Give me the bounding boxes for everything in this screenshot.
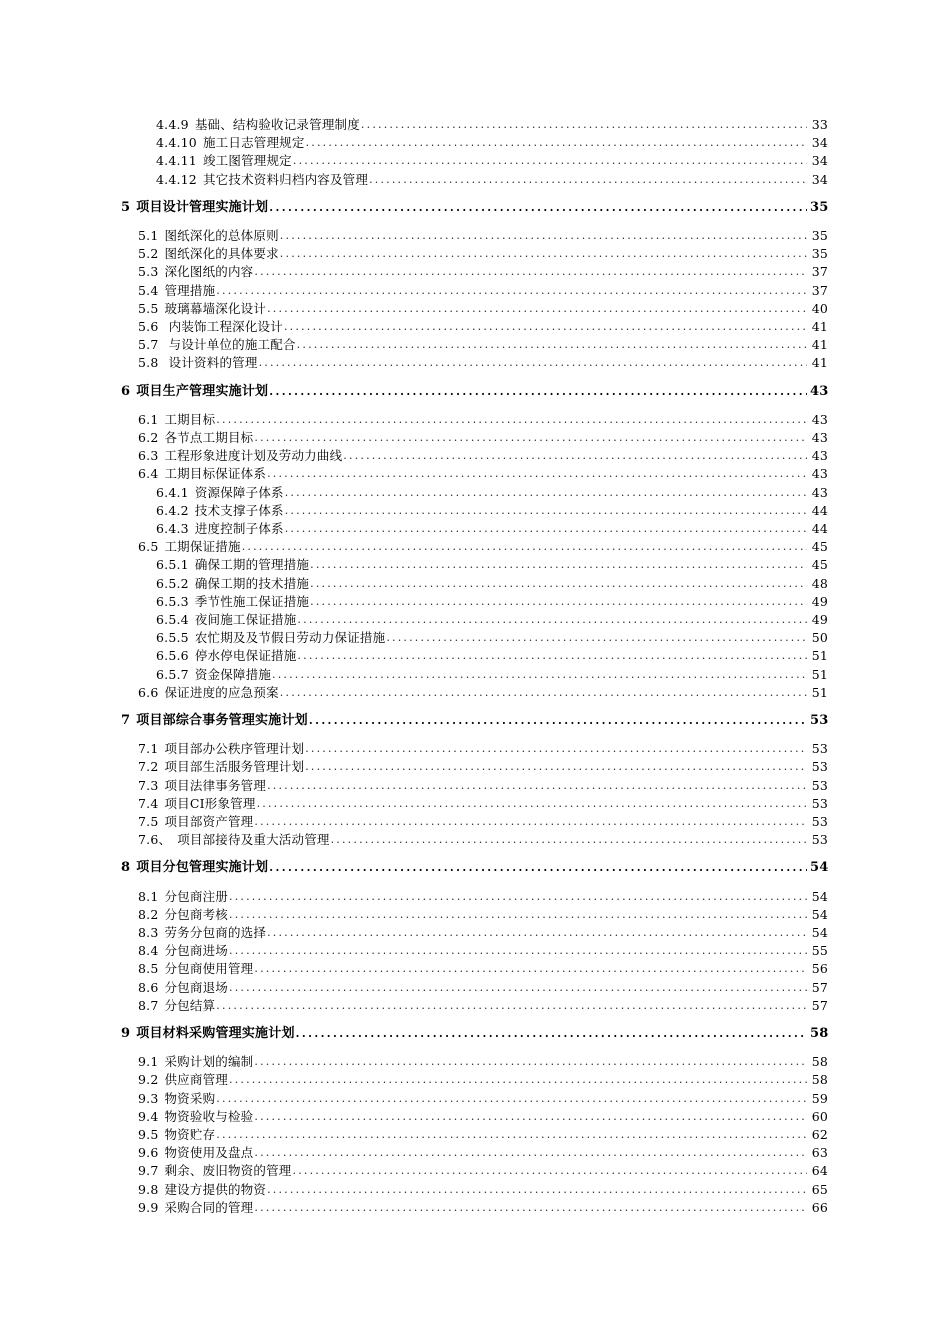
toc-page-number: 51 xyxy=(811,666,828,682)
toc-page-number: 57 xyxy=(811,979,828,995)
toc-entry[interactable] xyxy=(138,1127,828,1143)
toc-entry[interactable] xyxy=(138,412,828,428)
toc-page-number: 43 xyxy=(810,383,829,399)
toc-dot-leader xyxy=(229,943,807,959)
toc-page-number: 58 xyxy=(810,1026,829,1041)
toc-dot-leader xyxy=(297,337,807,353)
toc-page-number: 43 xyxy=(811,466,828,482)
toc-entry[interactable] xyxy=(156,153,828,169)
toc-entry-number: 4.4.9 xyxy=(156,117,189,132)
toc-entry[interactable] xyxy=(138,1054,828,1070)
toc-entry[interactable] xyxy=(138,943,828,959)
toc-page-number: 48 xyxy=(811,575,828,591)
toc-page-number: 45 xyxy=(811,557,828,573)
toc-entry-number: 8.4 xyxy=(138,943,159,959)
toc-entry[interactable] xyxy=(138,337,828,353)
toc-entry[interactable] xyxy=(156,557,828,573)
toc-entry-number: 6.1 xyxy=(138,411,159,427)
toc-page-number: 34 xyxy=(811,135,828,151)
toc-entry-title: 分包商使用管理 xyxy=(164,961,254,977)
toc-entry-title: 竣工图管理规定 xyxy=(202,153,292,169)
toc-entry[interactable] xyxy=(138,889,828,905)
toc-entry[interactable] xyxy=(138,741,828,757)
toc-dot-leader xyxy=(285,521,807,537)
toc-entry-title: 其它技术资料归档内容及管理 xyxy=(202,171,369,187)
toc-entry-title: 技术支撑子体系 xyxy=(194,502,284,518)
toc-page-number: 33 xyxy=(811,117,828,132)
toc-page-number: 43 xyxy=(811,484,828,500)
toc-entry-number: 8.3 xyxy=(138,925,159,940)
toc-entry[interactable] xyxy=(138,283,828,299)
toc-entry[interactable] xyxy=(138,1072,828,1088)
toc-entry-number: 8.6 xyxy=(138,979,159,995)
toc-page-number: 43 xyxy=(811,411,828,427)
toc-entry-number: 6.5 xyxy=(138,539,159,555)
toc-entry-number: 7.4 xyxy=(138,795,159,811)
toc-entry-number: 8 xyxy=(121,860,131,876)
toc-entry-title: 图纸深化的总体原则 xyxy=(164,228,279,243)
toc-entry[interactable] xyxy=(138,1200,828,1216)
toc-dot-leader xyxy=(267,301,807,317)
toc-entry-title: 确保工期的管理措施 xyxy=(194,557,310,573)
toc-entry-title: 工期目标保证体系 xyxy=(164,466,267,482)
toc-dot-leader xyxy=(331,832,807,848)
toc-entry[interactable] xyxy=(138,466,828,482)
toc-entry[interactable] xyxy=(156,521,828,537)
toc-dot-leader xyxy=(229,907,807,923)
toc-dot-leader xyxy=(229,1072,807,1088)
toc-dot-leader xyxy=(285,503,807,519)
toc-entry-title: 物资贮存 xyxy=(164,1127,216,1142)
toc-entry-title: 剩余、废旧物资的管理 xyxy=(164,1163,292,1179)
toc-page-number: 53 xyxy=(811,795,828,811)
toc-entry-title: 项目部接待及重大活动管理 xyxy=(177,832,330,848)
toc-page-number: 55 xyxy=(811,943,828,959)
toc-entry[interactable] xyxy=(156,594,828,610)
toc-chapter-entry[interactable] xyxy=(121,384,828,400)
toc-dot-leader xyxy=(284,319,807,335)
toc-entry-title: 项目CI形象管理 xyxy=(164,795,256,811)
toc-entry-number: 8.2 xyxy=(138,906,159,922)
toc-page-number: 54 xyxy=(810,860,829,876)
toc-entry-title: 管理措施 xyxy=(164,282,216,298)
toc-entry-number: 6.3 xyxy=(138,448,159,464)
toc-dot-leader xyxy=(293,153,807,169)
toc-dot-leader xyxy=(269,860,807,876)
toc-entry-number: 9.4 xyxy=(138,1108,159,1124)
toc-dot-leader xyxy=(272,667,807,683)
toc-entry[interactable] xyxy=(138,961,828,977)
toc-page-number: 40 xyxy=(811,300,828,316)
toc-entry-number: 5.1 xyxy=(138,228,159,243)
toc-entry-number: 6.5.2 xyxy=(156,575,189,591)
toc-dot-leader xyxy=(293,1163,808,1179)
toc-entry[interactable] xyxy=(138,355,828,371)
toc-dot-leader xyxy=(285,485,807,501)
toc-dot-leader xyxy=(310,594,807,610)
toc-entry-title: 工期保证措施 xyxy=(164,539,241,555)
toc-entry[interactable] xyxy=(156,135,828,151)
toc-page-number: 64 xyxy=(811,1163,828,1179)
toc-entry[interactable] xyxy=(138,1182,828,1198)
toc-page-number: 62 xyxy=(811,1127,828,1142)
toc-page-number: 53 xyxy=(811,759,828,775)
toc-entry[interactable] xyxy=(138,1109,828,1125)
toc-entry-title: 工程形象进度计划及劳动力曲线 xyxy=(164,448,343,464)
toc-entry-number: 7.6、 xyxy=(138,832,172,848)
toc-entry-number: 5 xyxy=(121,199,131,215)
toc-page-number: 66 xyxy=(811,1199,828,1215)
toc-entry-title: 分包结算 xyxy=(164,997,216,1013)
toc-entry[interactable] xyxy=(138,778,828,794)
toc-dot-leader xyxy=(254,1109,807,1125)
toc-entry[interactable] xyxy=(138,264,828,280)
toc-entry-number: 5.4 xyxy=(138,282,159,298)
toc-entry[interactable] xyxy=(156,576,828,592)
toc-entry-title: 分包商考核 xyxy=(164,906,228,922)
toc-entry[interactable] xyxy=(156,648,828,664)
toc-dot-leader xyxy=(242,539,807,555)
toc-entry-title: 设计资料的管理 xyxy=(164,355,258,371)
toc-dot-leader xyxy=(254,264,807,280)
toc-entry-title: 项目法律事务管理 xyxy=(164,777,267,793)
toc-dot-leader xyxy=(297,612,807,628)
toc-entry[interactable] xyxy=(156,485,828,501)
toc-page-number: 63 xyxy=(811,1145,828,1161)
toc-page-number: 37 xyxy=(811,282,828,298)
toc-dot-leader xyxy=(257,796,807,812)
toc-entry[interactable] xyxy=(138,759,828,775)
toc-entry-title: 劳务分包商的选择 xyxy=(164,925,267,940)
toc-entry[interactable] xyxy=(156,503,828,519)
toc-page-number: 41 xyxy=(811,319,828,334)
toc-entry-title: 项目部资产管理 xyxy=(164,814,254,829)
toc-page-number: 54 xyxy=(811,925,828,940)
toc-page-number: 53 xyxy=(810,713,829,728)
toc-entry-number: 6.5.5 xyxy=(156,630,189,646)
toc-entry[interactable] xyxy=(138,319,828,335)
toc-page-number: 53 xyxy=(811,777,828,793)
toc-entry-number: 9.5 xyxy=(138,1127,159,1142)
toc-dot-leader xyxy=(229,980,807,996)
toc-dot-leader xyxy=(254,430,807,446)
toc-dot-leader xyxy=(267,778,807,794)
toc-dot-leader xyxy=(369,172,807,188)
toc-dot-leader xyxy=(306,135,807,151)
toc-page-number: 49 xyxy=(811,593,828,609)
toc-page-number: 54 xyxy=(811,906,828,922)
toc-entry-number: 8.7 xyxy=(138,997,159,1013)
toc-entry[interactable] xyxy=(138,925,828,941)
toc-page-number: 43 xyxy=(811,448,828,464)
toc-page-number: 35 xyxy=(810,199,829,215)
toc-entry-title: 进度控制子体系 xyxy=(194,521,284,536)
toc-entry-title: 项目部综合事务管理实施计划 xyxy=(136,713,308,728)
toc-entry-number: 4.4.11 xyxy=(156,153,197,169)
toc-dot-leader xyxy=(343,448,807,464)
toc-entry[interactable] xyxy=(138,832,828,848)
toc-entry[interactable] xyxy=(138,246,828,262)
toc-entry-title: 分包商进场 xyxy=(164,943,228,959)
toc-entry-title: 建设方提供的物资 xyxy=(164,1181,267,1197)
toc-entry-number: 9.6 xyxy=(138,1145,159,1161)
toc-entry-number: 6.5.7 xyxy=(156,666,189,682)
toc-entry-title: 确保工期的技术措施 xyxy=(194,575,310,591)
toc-entry-title: 图纸深化的具体要求 xyxy=(164,246,279,262)
toc-entry[interactable] xyxy=(156,630,828,646)
toc-page-number: 37 xyxy=(811,264,828,280)
toc-entry-number: 7.1 xyxy=(138,741,159,757)
toc-entry-number: 9.7 xyxy=(138,1163,159,1179)
toc-entry-title: 季节性施工保证措施 xyxy=(194,593,310,609)
toc-entry[interactable] xyxy=(156,612,828,628)
toc-entry-number: 6.2 xyxy=(138,430,159,445)
toc-entry-number: 6.6 xyxy=(138,684,159,700)
toc-dot-leader xyxy=(280,246,807,262)
toc-dot-leader xyxy=(254,1145,807,1161)
toc-page-number: 44 xyxy=(811,521,828,536)
toc-entry-title: 项目设计管理实施计划 xyxy=(136,199,269,215)
toc-entry[interactable] xyxy=(138,998,828,1014)
toc-entry[interactable] xyxy=(156,667,828,683)
toc-entry-title: 保证进度的应急预案 xyxy=(164,684,279,700)
toc-entry[interactable] xyxy=(156,172,828,188)
toc-entry-number: 9.9 xyxy=(138,1199,159,1215)
toc-page-number: 60 xyxy=(811,1108,828,1124)
toc-entry-title: 物资使用及盘点 xyxy=(164,1145,254,1161)
toc-dot-leader xyxy=(259,355,807,371)
toc-entry-number: 9.3 xyxy=(138,1090,159,1106)
toc-dot-leader xyxy=(280,228,807,244)
toc-entry-number: 9 xyxy=(121,1026,131,1041)
toc-entry-number: 8.1 xyxy=(138,888,159,904)
toc-page-number: 44 xyxy=(811,502,828,518)
toc-entry-number: 5.3 xyxy=(138,264,159,280)
toc-entry-number: 6.5.3 xyxy=(156,593,189,609)
toc-entry[interactable] xyxy=(138,448,828,464)
toc-entry[interactable] xyxy=(138,814,828,830)
toc-page-number: 58 xyxy=(811,1072,828,1088)
toc-page-number: 41 xyxy=(811,355,828,371)
toc-chapter-entry[interactable] xyxy=(121,860,828,876)
toc-entry[interactable] xyxy=(138,1163,828,1179)
toc-entry-title: 基础、结构验收记录管理制度 xyxy=(194,117,360,132)
toc-entry-title: 夜间施工保证措施 xyxy=(194,612,297,627)
toc-entry-title: 工期目标 xyxy=(164,411,216,427)
toc-entry-title: 深化图纸的内容 xyxy=(164,264,254,280)
toc-page-number: 57 xyxy=(811,997,828,1013)
toc-page-number: 59 xyxy=(811,1090,828,1106)
toc-dot-leader xyxy=(267,466,807,482)
toc-entry-title: 供应商管理 xyxy=(164,1072,228,1088)
toc-entry[interactable] xyxy=(138,301,828,317)
toc-entry-number: 7 xyxy=(121,713,131,728)
toc-entry-number: 6.5.1 xyxy=(156,557,189,573)
toc-entry-title: 停水停电保证措施 xyxy=(194,648,297,664)
toc-chapter-entry[interactable] xyxy=(121,1026,828,1042)
toc-entry[interactable] xyxy=(138,1091,828,1107)
toc-entry-number: 7.5 xyxy=(138,814,159,829)
toc-page-number: 43 xyxy=(811,430,828,445)
toc-entry-number: 9.1 xyxy=(138,1054,159,1070)
toc-page-number: 41 xyxy=(811,337,828,353)
toc-entry-number: 6.4 xyxy=(138,466,159,482)
toc-dot-leader xyxy=(280,685,807,701)
toc-dot-leader xyxy=(361,117,807,133)
toc-dot-leader xyxy=(229,889,807,905)
toc-page-number: 50 xyxy=(811,630,828,646)
toc-entry-number: 8.5 xyxy=(138,961,159,977)
toc-dot-leader xyxy=(267,925,807,941)
toc-dot-leader xyxy=(297,648,807,664)
toc-chapter-entry[interactable] xyxy=(121,200,828,216)
toc-entry-number: 9.2 xyxy=(138,1072,159,1088)
toc-entry-number: 5.2 xyxy=(138,246,159,262)
toc-page-number: 56 xyxy=(811,961,828,977)
toc-dot-leader xyxy=(216,1091,807,1107)
toc-entry-number: 6 xyxy=(121,383,131,399)
toc-page-number: 51 xyxy=(811,684,828,700)
toc-dot-leader xyxy=(216,998,807,1014)
toc-dot-leader xyxy=(254,1054,807,1070)
toc-entry-number: 6.5.6 xyxy=(156,648,189,664)
toc-entry-title: 项目部办公秩序管理计划 xyxy=(164,741,305,757)
toc-page-number: 49 xyxy=(811,612,828,627)
toc-dot-leader xyxy=(305,759,807,775)
toc-entry-title: 内装饰工程深化设计 xyxy=(164,319,283,334)
toc-page-number: 53 xyxy=(811,814,828,829)
toc-entry-title: 各节点工期目标 xyxy=(164,430,254,445)
toc-entry-number: 4.4.12 xyxy=(156,171,197,187)
toc-entry-number: 5.7 xyxy=(138,337,159,353)
toc-entry-title: 施工日志管理规定 xyxy=(202,135,305,151)
toc-entry-title: 采购合同的管理 xyxy=(164,1199,254,1215)
toc-entry-title: 物资验收与检验 xyxy=(164,1108,254,1124)
toc-dot-leader xyxy=(216,412,807,428)
toc-dot-leader xyxy=(269,200,807,216)
toc-page-number: 45 xyxy=(811,539,828,555)
toc-dot-leader xyxy=(216,1127,807,1143)
toc-entry[interactable] xyxy=(138,907,828,923)
toc-entry-number: 4.4.10 xyxy=(156,135,197,151)
toc-entry-title: 项目材料采购管理实施计划 xyxy=(136,1026,295,1041)
toc-entry-number: 5.8 xyxy=(138,355,159,371)
toc-entry-title: 农忙期及及节假日劳动力保证措施 xyxy=(194,630,386,646)
toc-entry-title: 资源保障子体系 xyxy=(194,484,284,500)
toc-entry-title: 物资采购 xyxy=(164,1090,216,1106)
toc-dot-leader xyxy=(269,384,807,400)
toc-dot-leader xyxy=(386,630,807,646)
toc-dot-leader xyxy=(309,713,807,729)
toc-entry[interactable] xyxy=(138,430,828,446)
toc-entry-number: 5.6 xyxy=(138,319,159,334)
toc-entry[interactable] xyxy=(138,980,828,996)
toc-dot-leader xyxy=(310,557,807,573)
toc-dot-leader xyxy=(216,283,807,299)
toc-entry-number: 5.5 xyxy=(138,300,159,316)
toc-page-number: 34 xyxy=(811,153,828,169)
toc-entry-title: 分包商退场 xyxy=(164,979,228,995)
toc-dot-leader xyxy=(310,576,807,592)
toc-entry-title: 项目生产管理实施计划 xyxy=(136,383,269,399)
toc-page-number: 51 xyxy=(811,648,828,664)
toc-dot-leader xyxy=(296,1026,807,1042)
toc-page-number: 54 xyxy=(811,888,828,904)
toc-entry[interactable] xyxy=(138,685,828,701)
toc-dot-leader xyxy=(254,961,807,977)
toc-page-number: 53 xyxy=(811,832,828,848)
toc-entry-number: 7.2 xyxy=(138,759,159,775)
toc-entry-number: 7.3 xyxy=(138,777,159,793)
toc-entry-number: 6.4.3 xyxy=(156,521,189,536)
toc-entry-title: 分包商注册 xyxy=(164,888,228,904)
toc-entry-title: 与设计单位的施工配合 xyxy=(164,337,296,353)
toc-entry-number: 6.4.2 xyxy=(156,502,189,518)
toc-page-number: 65 xyxy=(811,1181,828,1197)
toc-entry-title: 项目部生活服务管理计划 xyxy=(164,759,305,775)
toc-entry-number: 6.5.4 xyxy=(156,612,189,627)
toc-entry-number: 9.8 xyxy=(138,1181,159,1197)
toc-entry-title: 采购计划的编制 xyxy=(164,1054,254,1070)
toc-page-number: 35 xyxy=(811,228,828,243)
toc-dot-leader xyxy=(267,1182,807,1198)
toc-entry-title: 玻璃幕墙深化设计 xyxy=(164,300,267,316)
toc-dot-leader xyxy=(254,1200,807,1216)
toc-page-number: 35 xyxy=(811,246,828,262)
toc-entry[interactable] xyxy=(156,117,828,133)
toc-entry[interactable] xyxy=(138,228,828,244)
toc-entry-number: 6.4.1 xyxy=(156,484,189,500)
toc-page-number: 34 xyxy=(811,171,828,187)
toc-page-number: 58 xyxy=(811,1054,828,1070)
toc-entry[interactable] xyxy=(138,539,828,555)
toc-dot-leader xyxy=(305,741,807,757)
toc-page-number: 53 xyxy=(811,741,828,757)
toc-entry[interactable] xyxy=(138,1145,828,1161)
toc-entry-title: 资金保障措施 xyxy=(194,666,272,682)
toc-entry[interactable] xyxy=(138,796,828,812)
toc-chapter-entry[interactable] xyxy=(121,713,828,729)
toc-entry-title: 项目分包管理实施计划 xyxy=(136,860,269,876)
toc-dot-leader xyxy=(254,814,807,830)
